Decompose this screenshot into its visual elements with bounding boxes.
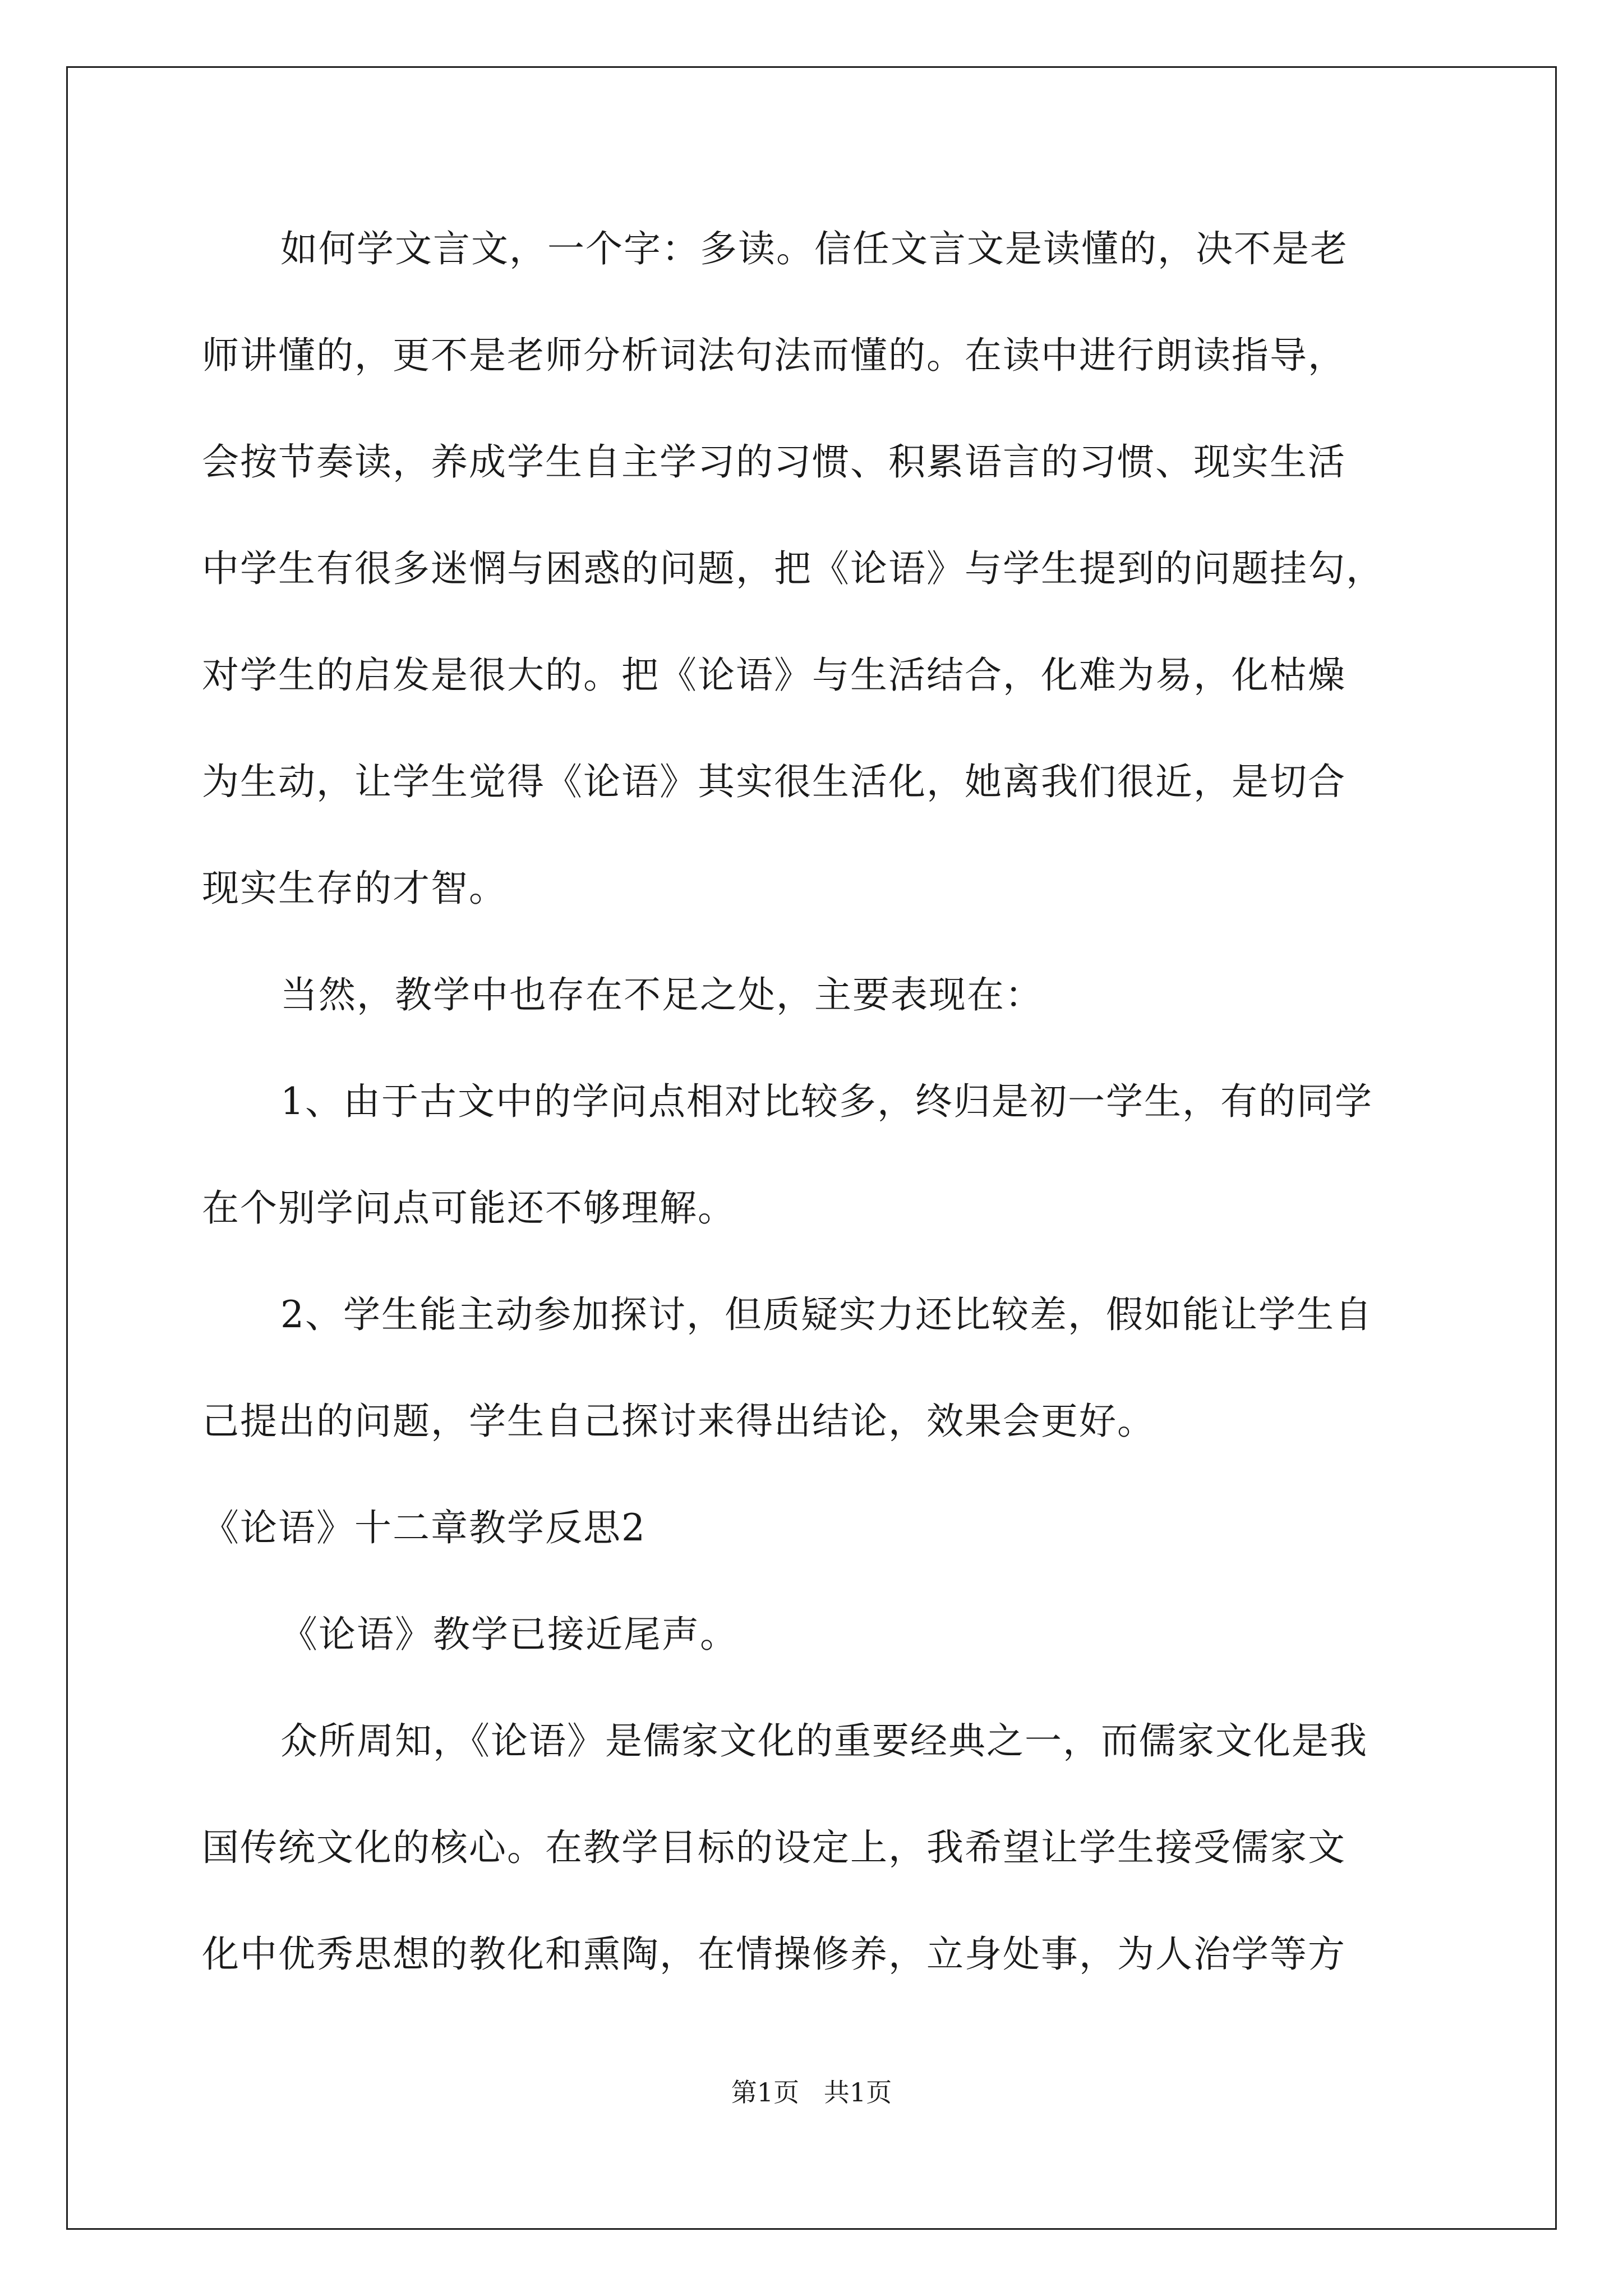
paragraph-line: 化中优秀思想的教化和熏陶，在情操修养，立身处事，为人治学等方 [202, 1932, 1346, 1976]
paragraph-line: 师讲懂的，更不是老师分析词法句法而懂的。在读中进行朗读指导， [202, 334, 1346, 377]
paragraph-line: 《论语》教学已接近尾声。 [280, 1613, 738, 1656]
paragraph-line: 会按节奏读，养成学生自主学习的习惯、积累语言的习惯、现实生活 [202, 440, 1346, 484]
paragraph-line: 如何学文言文，一个字：多读。信任文言文是读懂的，决不是老 [280, 227, 1348, 270]
section-heading: 《论语》十二章教学反思2 [202, 1506, 646, 1549]
list-item-line: 1、由于古文中的学问点相对比较多，终归是初一学生，有的同学 [280, 1080, 1373, 1123]
paragraph-line: 现实生存的才智。 [202, 867, 507, 910]
paragraph-line: 国传统文化的核心。在教学目标的设定上，我希望让学生接受儒家文 [202, 1826, 1346, 1869]
list-item-line: 在个别学问点可能还不够理解。 [202, 1186, 736, 1230]
paragraph-line: 对学生的启发是很大的。把《论语》与生活结合，化难为易，化枯燥 [202, 654, 1346, 697]
paragraph-line: 当然，教学中也存在不足之处，主要表现在： [280, 973, 1043, 1016]
page-footer: 第1页 共1页 [731, 2077, 892, 2108]
paragraph-line: 为生动，让学生觉得《论语》其实很生活化，她离我们很近，是切合 [202, 760, 1346, 803]
list-item-line: 己提出的问题，学生自己探讨来得出结论，效果会更好。 [202, 1400, 1155, 1443]
page-border [66, 66, 1557, 2230]
paragraph-line: 中学生有很多迷惘与困惑的问题，把《论语》与学生提到的问题挂勾， [202, 547, 1384, 590]
list-item-line: 2、学生能主动参加探讨，但质疑实力还比较差，假如能让学生自 [280, 1293, 1373, 1336]
paragraph-line: 众所周知，《论语》是儒家文化的重要经典之一，而儒家文化是我 [280, 1719, 1368, 1763]
